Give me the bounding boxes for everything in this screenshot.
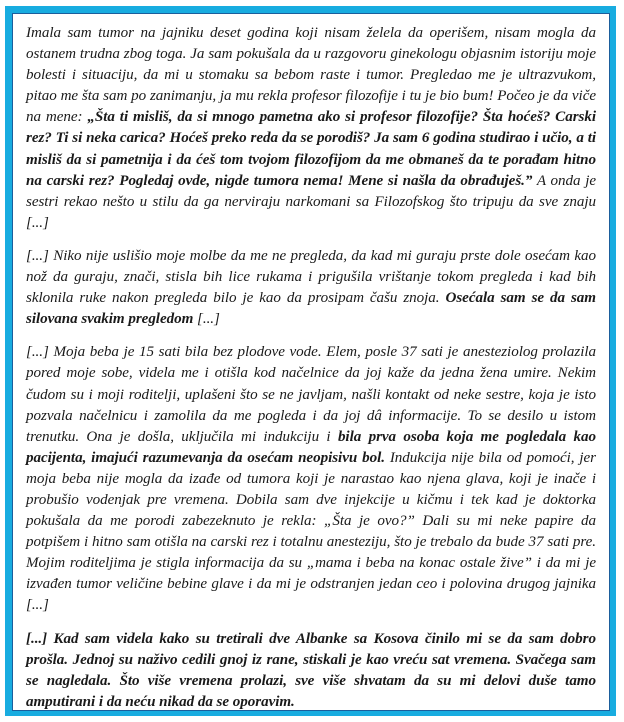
quote-run-plain: [...] bbox=[193, 311, 220, 328]
quote-body bbox=[12, 13, 610, 711]
quote-run-emphasis: „Šta ti misliš, da si mnogo pametna ako si profesor filozofije? Šta hoćeš? Carski rez? Ti si neka carica? Hoćeš preko reda da se porodiš? Ja sam 6 godina studirao i učio, a ti misliš da si pametnija i da ćeš tom tvojom filozofijom da me obmaneš da te porađam hitno na carski rez? Pogledaj ovde, nigde tumora nema! Mene si našla da obrađuješ.” bbox=[26, 109, 596, 189]
quote-run-plain: Indukcija nije bila od pomoći, jer moja beba nije mogla da izađe od tumora koji je narastao kao njena glava, koji je inače i probušio vodenjak pre vremena. Dobila sam dve injekcije u kičmu i tek kad je doktorka pokušala da me porodi zabezeknuto je rekla: „Šta je ovo?” Dali su mi neke papire da potpišem i hitno sam otišla na carski rez i totalnu anesteziju, što je trebalo da bude 37 sati pre. Mojim roditeljima je stigla informacija da su „mama i beba na konac ostale žive” i da mi je izvađen tumor veličine bebine glave i da mi je odstranjen jedan ceo i polovina drugog jajnika [...] bbox=[26, 449, 596, 614]
quote-run-plain: A onda je sestri rekao nešto u stilu da ga nerviraju narkomani sa Filozofskog što tripuju da sve znaju [...] bbox=[26, 172, 596, 231]
quote-run-emphasis: bila prva osoba koja me pogledala kao pacijenta, imajući razumevanja da osećam neopisivu bol. bbox=[26, 428, 596, 466]
quote-run-plain: [...] Niko nije uslišio moje molbe da me ne pregleda, da kad mi guraju prste dole osećam kao nož da guraju, znači, stisla bih lice rukama i prigušila vrištanje tokom pregleda i kad bih sklonila ruke nakon pregleda bilo je kao da prosipam čašu znoja. bbox=[26, 247, 596, 307]
quote-run-plain: [...] Moja beba je 15 sati bila bez plodove vode. Elem, posle 37 sati je anesteziolog prolazila pored moje sobe, videla me i otišla kod načelnice da joj kaže da jedna žena umire. Nekim čudom su i moji roditelji, uplašeni što se ne javljam, našli kontakt od neke sestre, koja je isto pozvala načelnicu i zamolila da me pogleda i da joj dâ informacije. To se desilo u istom trenutku. Ona je došla, uključila mi indukciju i bbox=[26, 344, 596, 445]
quote-run-emphasis: Osećala sam se da sam silovana svakim pregledom bbox=[26, 290, 596, 328]
quote-paragraph-3 bbox=[26, 342, 596, 616]
quote-run-plain: Imala sam tumor na jajniku deset godina koji nisam želela da operišem, nisam mogla da ostanem trudna zbog toga. Ja sam pokušala da u razgovoru ginekologu objasnim istoriju moje bolesti i situaciju, da mi u stomaku sa bebom raste i tumor. Pregledao me je ultrazvukom, pitao me šta sam po zanimanju, ja mu rekla profesor filozofije i tu je bio bum! Počeo je da viče na mene: bbox=[26, 25, 596, 126]
quote-paragraph-2 bbox=[26, 246, 596, 330]
quote-paragraph-1 bbox=[26, 23, 596, 234]
quote-paragraph-4 bbox=[26, 629, 596, 711]
quote-frame-accent-border bbox=[5, 6, 616, 716]
quote-run-emphasis: [...] Kad sam videla kako su tretirali dve Albanke sa Kosova činilo mi se da sam dobro prošla. Jednoj su naživo cedili gnoj iz rane, stiskali je kao vreću sat vremena. Svačega sam se nagledala. Što više vremena prolazi, sve više shvatam da su mi delovi duše tamo amputirani i da neću nikad da se oporavim. bbox=[26, 630, 596, 710]
